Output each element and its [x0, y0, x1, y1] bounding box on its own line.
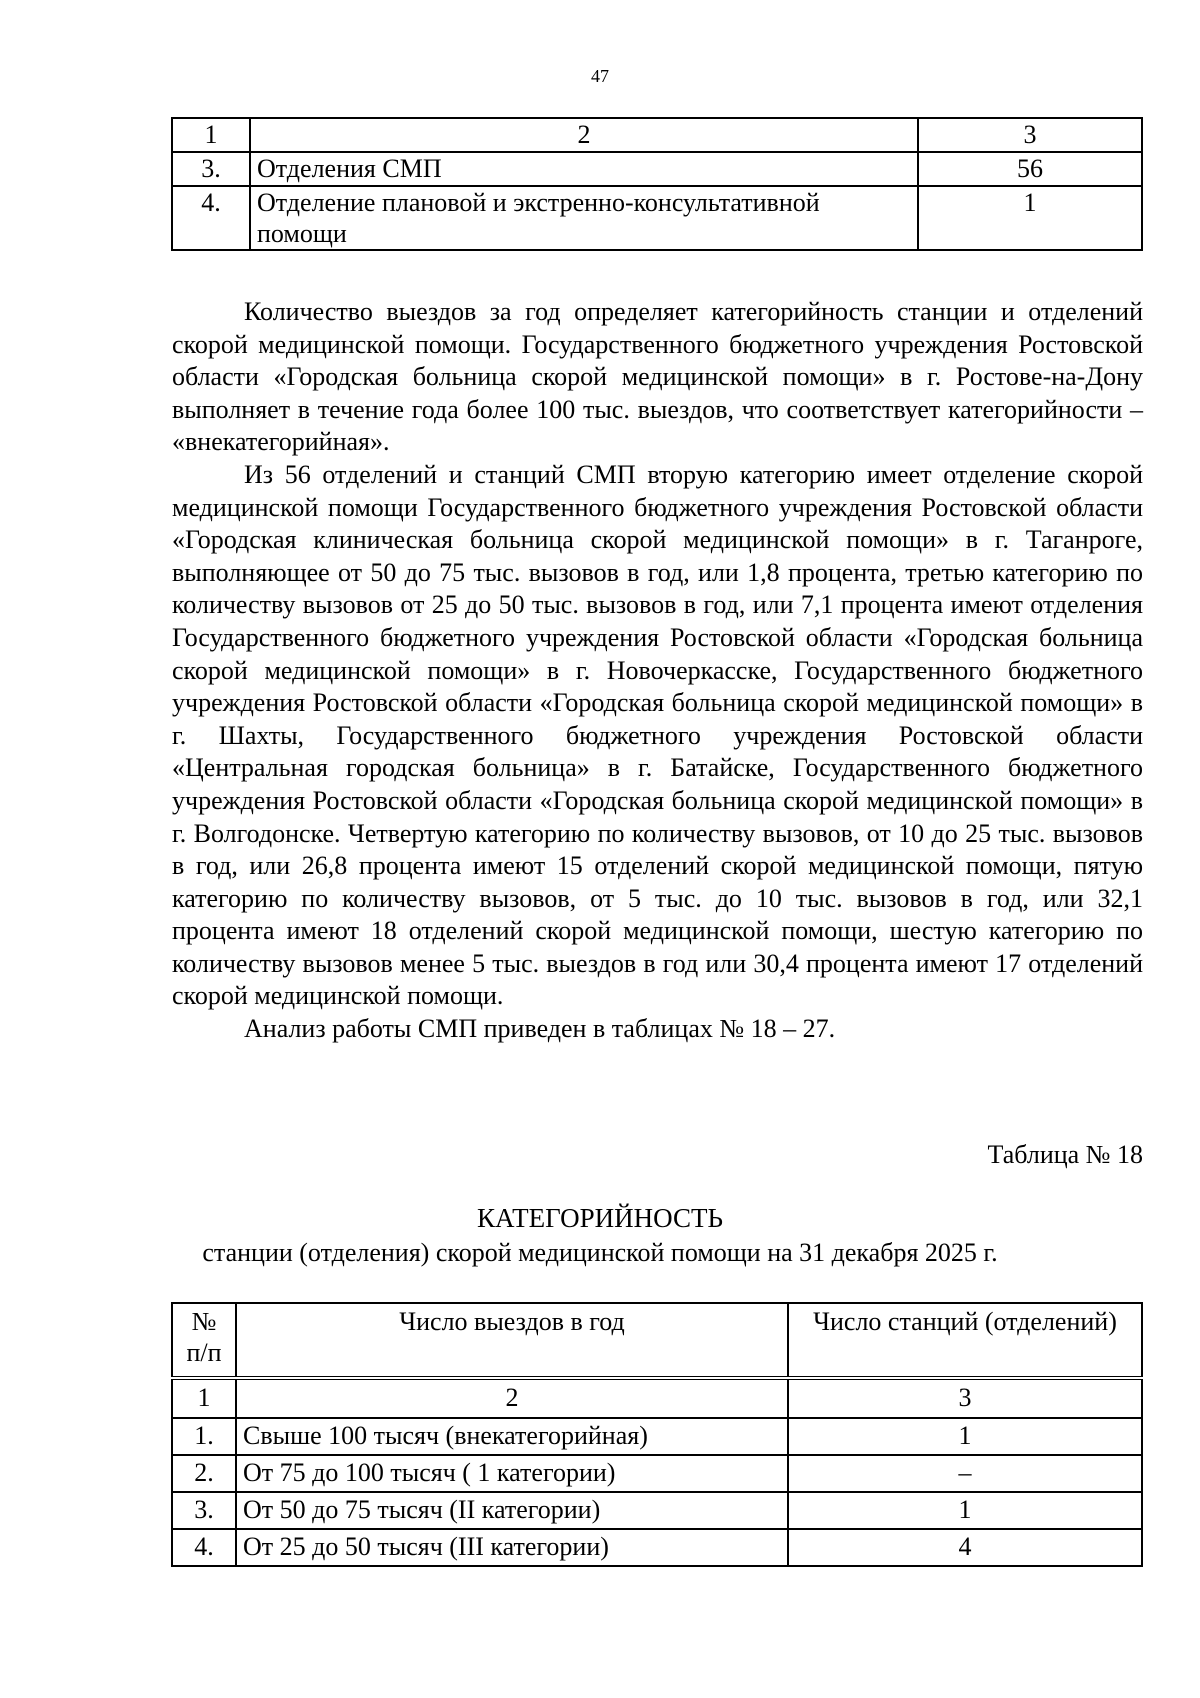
table-top-header-cell: 2 — [250, 118, 918, 152]
table-top-header-cell: 3 — [918, 118, 1142, 152]
column-header-calls: Число выездов в год — [236, 1303, 788, 1378]
body-text — [172, 296, 1143, 1046]
row-name: От 75 до 100 тысяч ( 1 категории) — [236, 1455, 788, 1492]
table-numbering-row — [172, 1378, 1142, 1418]
row-value: 1 — [788, 1492, 1142, 1529]
row-name: От 25 до 50 тысяч (III категории) — [236, 1529, 788, 1566]
paragraph: Анализ работы СМП приведен в таблицах № 18 – 27. — [244, 1014, 836, 1044]
column-header-number: № п/п — [172, 1303, 236, 1378]
table-row — [172, 1492, 1142, 1529]
row-value: – — [788, 1455, 1142, 1492]
numbering-cell: 3 — [788, 1378, 1142, 1418]
table-top-header-cell: 1 — [172, 118, 250, 152]
row-name: Отделения СМП — [250, 152, 918, 186]
table-row — [172, 186, 1142, 250]
row-number: 4. — [172, 1529, 236, 1566]
table-top-header-row — [172, 118, 1142, 152]
row-number: 1. — [172, 1418, 236, 1455]
row-number: 4. — [172, 186, 250, 250]
numbering-cell: 1 — [172, 1378, 236, 1418]
table-row — [172, 1455, 1142, 1492]
table-top — [171, 117, 1143, 251]
table-categories — [171, 1302, 1143, 1567]
table-row — [172, 1418, 1142, 1455]
row-value: 56 — [918, 152, 1142, 186]
table-label: Таблица № 18 — [987, 1140, 1143, 1169]
row-value: 1 — [918, 186, 1142, 250]
table-caption-subtitle: станции (отделения) скорой медицинской помощи на 31 декабря 2025 г. — [202, 1238, 998, 1267]
table-row — [172, 1529, 1142, 1566]
page-number: 47 — [591, 66, 609, 86]
table-header-row — [172, 1303, 1142, 1378]
row-number: 3. — [172, 152, 250, 186]
row-name: Отделение плановой и экстренно-консультативной помощи — [250, 186, 918, 250]
row-number: 2. — [172, 1455, 236, 1492]
row-name: Свыше 100 тысяч (внекатегорийная) — [236, 1418, 788, 1455]
row-number: 3. — [172, 1492, 236, 1529]
row-value: 4 — [788, 1529, 1142, 1566]
row-name: От 50 до 75 тысяч (II категории) — [236, 1492, 788, 1529]
paragraph: Количество выездов за год определяет категорийность станции и отделений скорой медицинской помощи. Государственного бюджетного учреждения Ростовской области «Городская больница скорой медицинской помощи» в г. Ростове-на-Дону выполняет в течение года более 100 тыс. выездов, что соответствует категорийности – «внекатегорийная». — [172, 297, 1143, 457]
numbering-cell: 2 — [236, 1378, 788, 1418]
column-header-stations: Число станций (отделений) — [788, 1303, 1142, 1378]
paragraph: Из 56 отделений и станций СМП вторую категорию имеет отделение скорой медицинской помощи Государственного бюджетного учреждения Ростовской области «Городская клиническая больница скорой медицинской помощи» в г. Таганроге, выполняющее от 50 до 75 тыс. вызовов в год, или 1,8 процента, третью категорию по количеству вызовов от 25 до 50 тыс. вызовов в год, или 7,1 процента имеют отделения Государственного бюджетного учреждения Ростовской области «Городская больница скорой медицинской помощи» в г. Новочеркасске, Государственного бюджетного учреждения Ростовской области «Городская больница скорой медицинской помощи» в г. Шахты, Государственного бюджетного учреждения Ростовской области «Центральная городская больница» в г. Батайске, Государственного бюджетного учреждения Ростовской области «Городская больница скорой медицинской помощи» в г. Волгодонске. Четвертую категорию по количеству вызовов, от 10 до 25 тыс. вызовов в год, или 26,8 процента имеют 15 отделений скорой медицинской помощи, пятую категорию по количеству вызовов, от 5 тыс. до 10 тыс. вызовов в год, или 32,1 процента имеют 18 отделений скорой медицинской помощи, шестую категорию по количеству вызовов менее 5 тыс. выездов в год или 30,4 процента имеют 17 отделений скорой медицинской помощи. — [172, 459, 1143, 1011]
table-caption-title: КАТЕГОРИЙНОСТЬ — [477, 1203, 723, 1233]
table-row — [172, 152, 1142, 186]
row-value: 1 — [788, 1418, 1142, 1455]
